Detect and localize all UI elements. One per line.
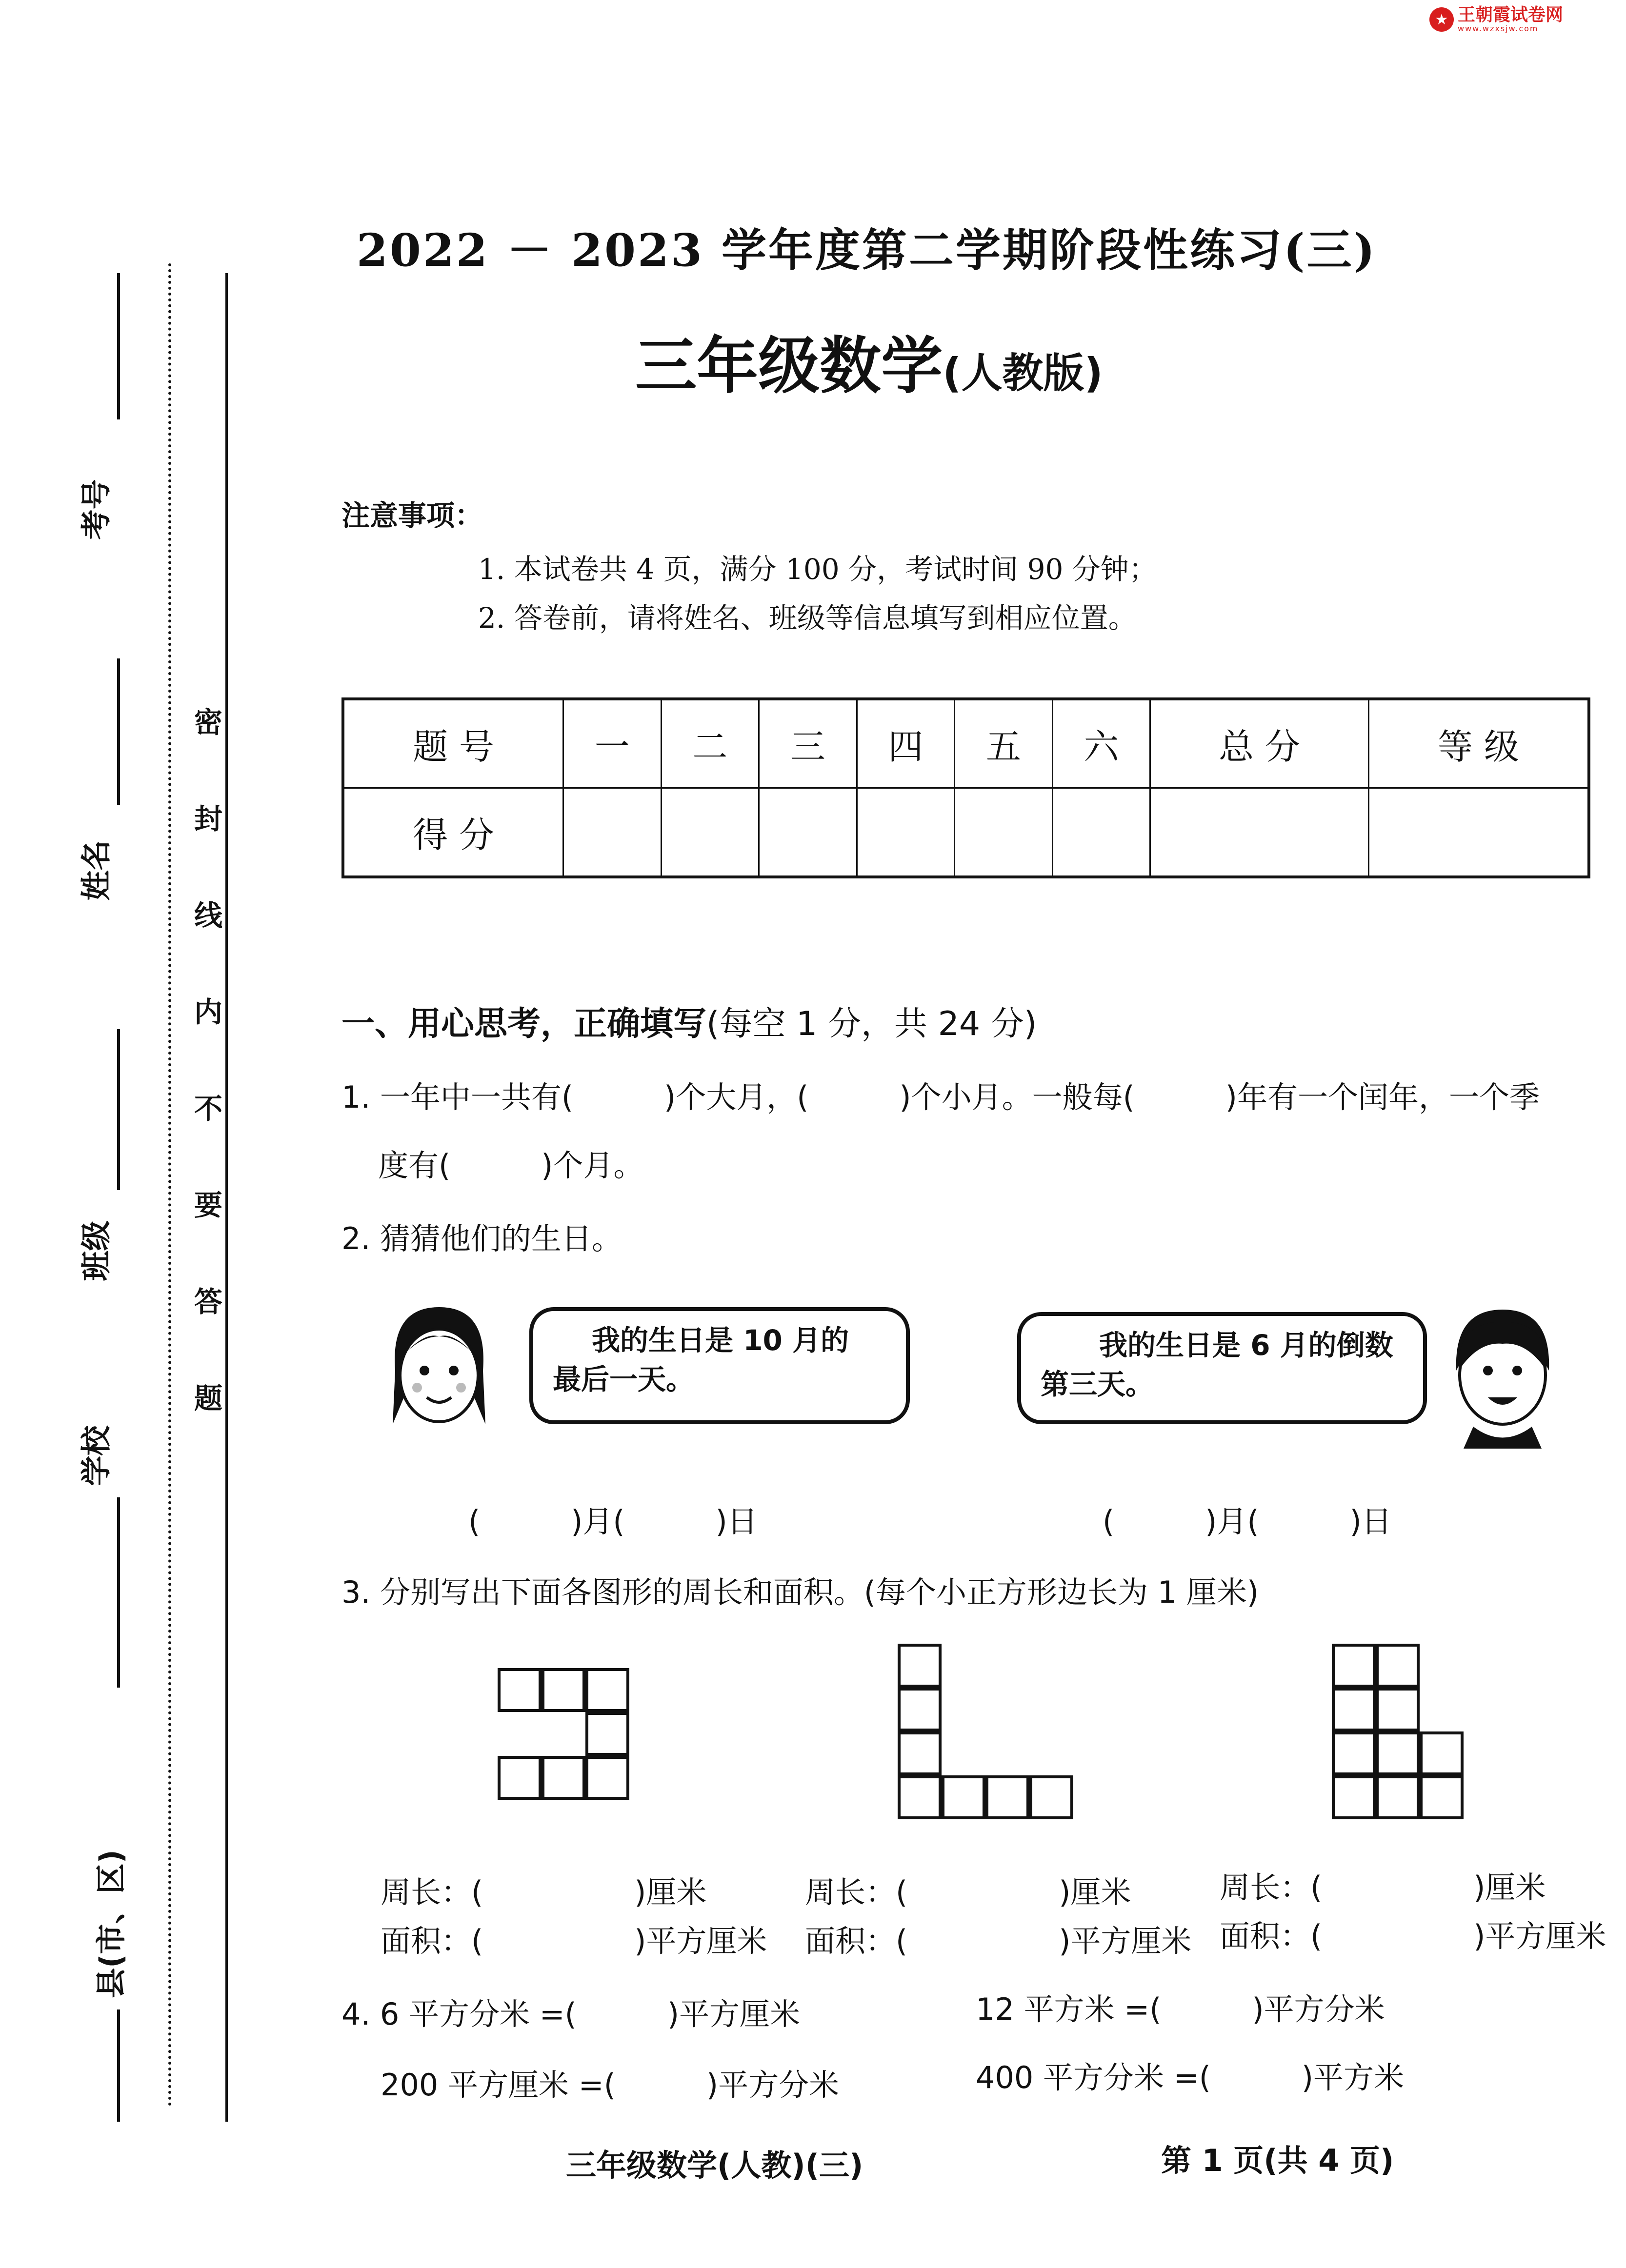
subtitle-main: 三年级数学	[635, 330, 943, 402]
grid-cell	[1029, 1775, 1073, 1819]
grid-cell	[1332, 1775, 1376, 1819]
grid-cell	[542, 1756, 585, 1800]
score-blank[interactable]	[563, 788, 662, 877]
score-cell: 题 号	[343, 699, 563, 788]
question-4-b: 12 平方米 =( )平方分米	[976, 1991, 1385, 2027]
boy-speech-line-1: 我的生日是 6 月的倒数	[1099, 1329, 1393, 1362]
grid-cell	[585, 1756, 629, 1800]
grid-cell	[1376, 1688, 1420, 1731]
score-cell: 等 级	[1368, 699, 1589, 788]
question-4-c: 200 平方厘米 =( )平方分米	[381, 2067, 840, 2103]
score-cell: 三	[759, 699, 857, 788]
girl-face-icon	[381, 1297, 498, 1444]
exam-subtitle	[0, 317, 1626, 405]
figure-3-perimeter: 周长：( )厘米	[1220, 1870, 1546, 1905]
exam-title: 2022 － 2023 学年度第二学期阶段性练习(三)	[356, 224, 1377, 277]
footer-page-number: 第 1 页(共 4 页)	[1161, 2143, 1394, 2178]
grid-cell	[898, 1688, 942, 1731]
score-cell: 一	[563, 699, 662, 788]
grid-cell	[585, 1712, 629, 1756]
figure-2-perimeter: 周长：( )厘米	[805, 1874, 1131, 1910]
figure-2-area: 面积：( )平方厘米	[805, 1923, 1192, 1959]
section-1-points: (每空 1 分，共 24 分)	[706, 1005, 1037, 1043]
boy-speech-line-2: 第三天。	[1041, 1368, 1154, 1401]
figure-1-grid	[498, 1668, 639, 1810]
grid-cell	[1420, 1731, 1464, 1775]
grid-cell	[1332, 1644, 1376, 1688]
score-blank[interactable]	[955, 788, 1053, 877]
notes-heading: 注意事项：	[341, 499, 483, 532]
grid-cell	[898, 1731, 942, 1775]
footer-subject: 三年级数学(人教)(三)	[566, 2148, 863, 2183]
underline-school	[117, 1497, 120, 1688]
note-item-1: 1. 本试卷共 4 页，满分 100 分，考试时间 90 分钟；	[478, 553, 1157, 586]
figure-3-area: 面积：( )平方厘米	[1220, 1918, 1606, 1954]
section-1-title: 一、用心思考，正确填写	[341, 1005, 707, 1043]
score-blank[interactable]	[1052, 788, 1150, 877]
girl-speech-bubble	[529, 1307, 910, 1424]
girl-speech-line-1: 我的生日是 10 月的	[592, 1324, 849, 1357]
logo-url: www.wzxsjw.com	[1458, 24, 1539, 33]
score-blank[interactable]	[661, 788, 759, 877]
label-name: 姓名	[78, 840, 114, 901]
grid-cell	[898, 1775, 942, 1819]
label-class: 班级	[78, 1220, 114, 1281]
grid-cell	[1332, 1731, 1376, 1775]
grid-cell	[585, 1668, 629, 1712]
figure-3-grid	[1332, 1644, 1473, 1829]
grid-cell	[498, 1668, 542, 1712]
score-table-score-row	[343, 788, 1589, 877]
underline-county	[117, 2009, 120, 2122]
question-1-line-2: 度有( )个月。	[378, 1148, 644, 1183]
underline-name	[117, 658, 120, 805]
seal-text: 密封线内不要答题	[189, 707, 222, 1480]
question-4-d: 400 平方分米 =( )平方米	[976, 2060, 1405, 2095]
label-county: 县(市、区)	[93, 1850, 129, 1998]
figure-1-perimeter: 周长：( )厘米	[381, 1874, 707, 1910]
grid-cell	[498, 1756, 542, 1800]
score-cell: 五	[955, 699, 1053, 788]
label-exam-number: 考号	[78, 479, 114, 540]
logo-icon: ★	[1429, 7, 1454, 32]
score-blank[interactable]	[1150, 788, 1369, 877]
boy-face-icon	[1444, 1302, 1561, 1449]
score-cell: 二	[661, 699, 759, 788]
score-table	[341, 697, 1590, 878]
question-2-answer-left: ( )月( )日	[468, 1504, 758, 1539]
score-cell: 总 分	[1150, 699, 1369, 788]
score-cell: 六	[1052, 699, 1150, 788]
boy-speech-bubble	[1017, 1312, 1427, 1424]
score-blank[interactable]	[1368, 788, 1589, 877]
score-cell: 四	[857, 699, 955, 788]
note-item-2: 2. 答卷前，请将姓名、班级等信息填写到相应位置。	[478, 601, 1137, 635]
question-2-answer-right: ( )月( )日	[1103, 1504, 1392, 1539]
question-2: 2. 猜猜他们的生日。	[341, 1221, 622, 1256]
grid-cell	[898, 1644, 942, 1688]
grid-cell	[1376, 1775, 1420, 1819]
score-row-label: 得 分	[343, 788, 563, 877]
section-1-heading	[341, 997, 1037, 1045]
grid-cell	[1420, 1775, 1464, 1819]
score-blank[interactable]	[759, 788, 857, 877]
score-blank[interactable]	[857, 788, 955, 877]
question-4-a: 4. 6 平方分米 =( )平方厘米	[341, 1996, 801, 2032]
watermark-logo	[1429, 6, 1563, 33]
grid-cell	[1332, 1688, 1376, 1731]
label-school: 学校	[78, 1425, 114, 1486]
underline-class	[117, 1029, 120, 1190]
grid-cell	[942, 1775, 985, 1819]
girl-speech-line-2: 最后一天。	[553, 1363, 695, 1396]
figure-2-grid	[898, 1644, 1083, 1829]
figure-1-area: 面积：( )平方厘米	[381, 1923, 767, 1959]
question-3: 3. 分别写出下面各图形的周长和面积。(每个小正方形边长为 1 厘米)	[341, 1574, 1259, 1610]
score-table-header-row	[343, 699, 1589, 788]
logo-name: 王朝霞试卷网	[1458, 5, 1564, 25]
seal-dotted-line	[168, 263, 171, 2107]
grid-cell	[1376, 1731, 1420, 1775]
grid-cell	[985, 1775, 1029, 1819]
subtitle-edition: (人教版)	[943, 349, 1103, 397]
grid-cell	[542, 1668, 585, 1712]
grid-cell	[1376, 1644, 1420, 1688]
question-1-line-1: 1. 一年中一共有( )个大月，( )个小月。一般每( )年有一个闰年，一个季	[341, 1079, 1540, 1115]
